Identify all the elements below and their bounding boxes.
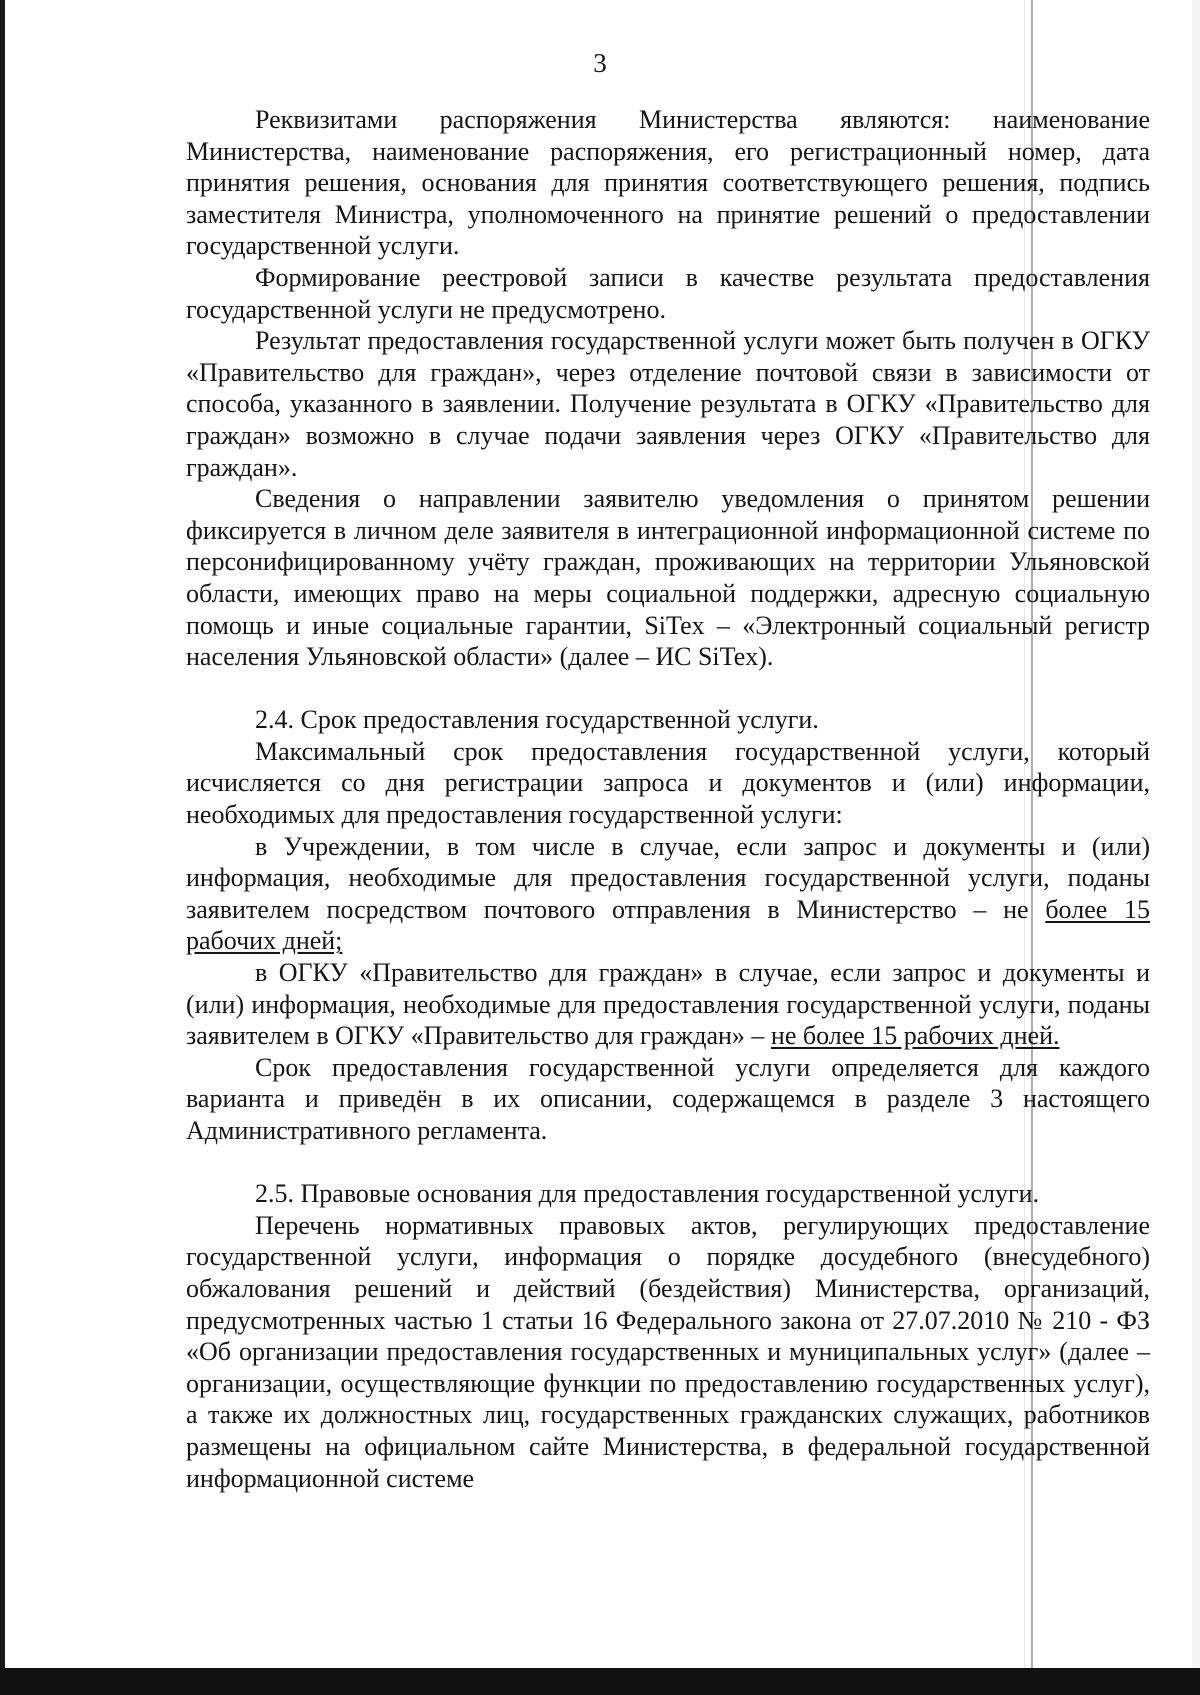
paragraph-result-delivery: Результат предоставления государственной услуги может быть получен в ОГКУ «Правительство для граждан», через отделение почтовой связи в зависимости от способа, указанного в заявлении. Получение результата в ОГКУ «Правительство для граждан» возможно в случае подачи заявления через ОГКУ «Правительство для граждан». [186,326,1150,482]
scan-edge-right [1192,0,1200,1695]
paragraph-requisites: Реквизитами распоряжения Министерства являются: наименование Министерства, наименование распоряжения, его регистрационный номер, дата принятия решения, основания для принятия соответствующего решения, подпись заместителя Министра, уполномоченного на принятие решений о предоставлении государственной услуги. [186,105,1150,261]
document-body [186,104,1150,1494]
paragraph-term-institution [186,831,1150,957]
term-institution-underlined: более 15 рабочих дней; [186,894,1150,956]
scan-edge-left [0,0,5,1695]
term-ogku-text: в ОГКУ «Правительство для граждан» в случае, если запрос и документы и (или) информация, необходимые для предоставления государственной услуги, поданы заявителем в ОГКУ «Правительство для граждан» – [186,958,1150,1051]
paragraph-max-term: Максимальный срок предоставления государственной услуги, который исчисляется со дня регистрации запроса и документов и (или) информации, необходимых для предоставления государственной услуги: [186,736,1150,830]
scan-edge-bottom [0,1668,1200,1695]
section-heading-2-5: 2.5. Правовые основания для предоставления государственной услуги. [255,1179,1040,1209]
page-number: 3 [593,48,607,78]
paragraph-term-ogku [186,957,1150,1052]
paragraph-notification-info: Сведения о направлении заявителю уведомления о принятом решении фиксируется в личном деле заявителя в интеграционной информационной системе по персонифицированному учёту граждан, проживающих на территории Ульяновской области, имеющих право на меры социальной поддержки, адресную социальную помощь и иные социальные гарантии, SiTex – «Электронный социальный регистр населения Ульяновской области» (далее – ИС SiTex). [186,484,1150,672]
section-heading-2-4: 2.4. Срок предоставления государственной услуги. [255,705,819,735]
paragraph-registry-record: Формирование реестровой записи в качестве результата предоставления государственной услуги не предусмотрено. [186,262,1150,324]
paragraph-legal-acts: Перечень нормативных правовых актов, регулирующих предоставление государственной услуги, информация о порядке досудебного (внесудебного) обжалования решений и действий (бездействия) Министерства, организаций, предусмотренных частью 1 статьи 16 Федерального закона от 27.07.2010 № 210 - ФЗ «Об организации предоставления государственных и муниципальных услуг» (далее – организации, осуществляющие функции по предоставлению государственных услуг), а также их должностных лиц, государственных гражданских служащих, работников размещены на официальном сайте Министерства, в федеральной государственной информационной системе [186,1210,1150,1493]
term-ogku-underlined: не более 15 рабочих дней. [770,1021,1060,1051]
paragraph-term-variants: Срок предоставления государственной услуги определяется для каждого варианта и приведён в их описании, содержащемся в разделе 3 настоящего Административного регламента. [186,1052,1150,1145]
term-institution-text: в Учреждении, в том числе в случае, если запрос и документы и (или) информация, необходимые для предоставления государственной услуги, поданы заявителем посредством почтового отправления в Министерство – не [186,831,1150,924]
